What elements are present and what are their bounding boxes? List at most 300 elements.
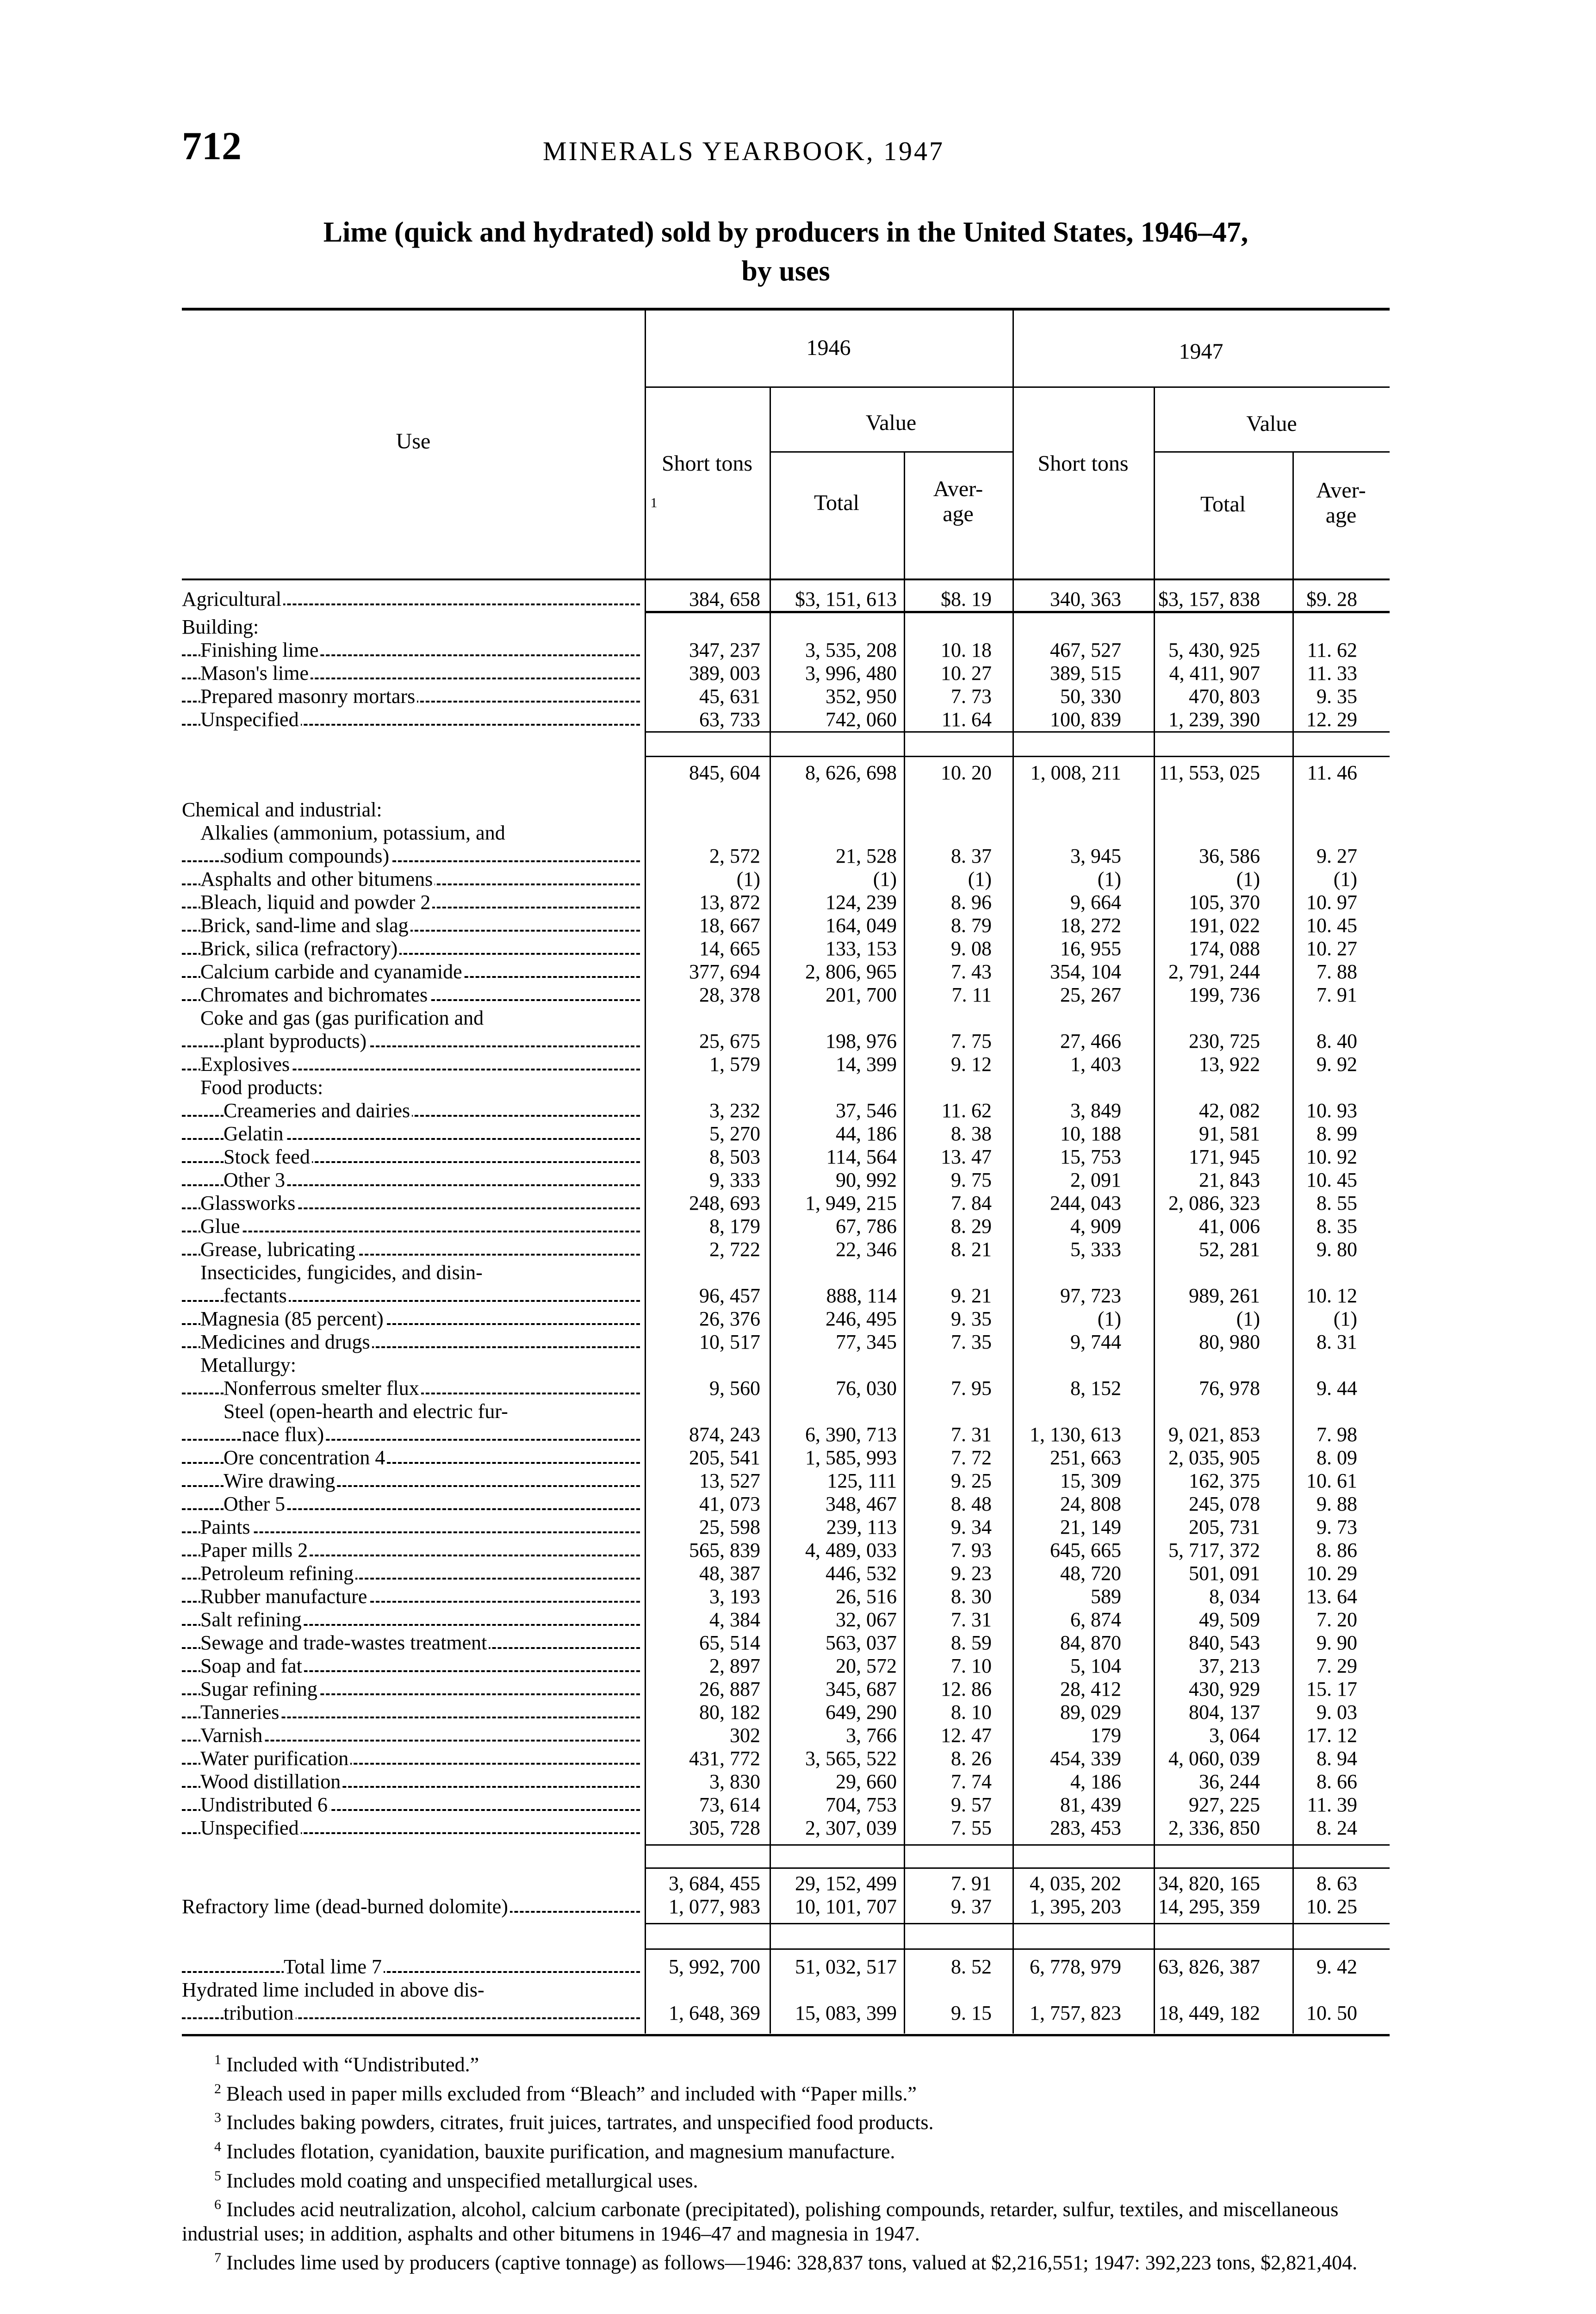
cell-short-tons-1946: 14, 665	[699, 937, 760, 960]
cell-value-average-1947: 8. 09	[1317, 1446, 1357, 1469]
col-year-1946: 1946	[806, 336, 851, 360]
cell-short-tons-1946: 8, 503	[709, 1145, 760, 1168]
cell-value-total-1946: (1)	[873, 868, 897, 890]
footnote-text: Includes lime used by producers (captive tonnage) as follows—1946: 328,837 tons, valued at $2,216,551; 1947: 392,223 tons, $2,821,404.	[221, 2251, 1358, 2274]
row-label-text: Soap and fat	[200, 1655, 304, 1677]
table-row	[182, 1562, 1390, 1585]
cell-value-average-1947: 15. 17	[1306, 1678, 1357, 1700]
footnote-number: 2	[214, 2081, 221, 2096]
cell-value-average-1947: 9. 92	[1317, 1053, 1357, 1076]
cell-value-total-1947: 52, 281	[1199, 1238, 1260, 1261]
cell-value-total-1946: 51, 032, 517	[795, 1955, 897, 1978]
cell-value-average-1947: 8. 86	[1317, 1539, 1357, 1561]
cell-short-tons-1946: 2, 572	[709, 845, 760, 867]
cell-value-total-1947: 2, 035, 905	[1168, 1446, 1260, 1469]
row-label-text: Agricultural	[182, 588, 283, 610]
cell-value-total-1947: 42, 082	[1199, 1099, 1260, 1122]
cell-value-average-1947: 8. 63	[1317, 1872, 1357, 1895]
cell-short-tons-1946: 65, 514	[699, 1631, 760, 1654]
row-label	[182, 891, 640, 914]
table-row	[182, 1192, 1390, 1215]
cell-value-average-1947: 10. 45	[1306, 914, 1357, 937]
cell-value-average-1947: (1)	[1333, 1307, 1357, 1330]
header-divider	[770, 451, 1012, 453]
row-label-text: Brick, sand-lime and slag	[200, 914, 410, 937]
table-row	[182, 1145, 1390, 1169]
cell-short-tons-1947: 3, 849	[1070, 1099, 1121, 1122]
row-label-text: Brick, silica (refractory)	[200, 937, 399, 960]
cell-value-average-1946: 9. 35	[951, 1307, 992, 1330]
cell-short-tons-1947: 1, 008, 211	[1030, 761, 1121, 784]
footnote-text: Included with “Undistributed.”	[221, 2053, 479, 2076]
row-label-text: plant byproducts)	[224, 1030, 368, 1052]
row-label-text: Water purification	[200, 1747, 350, 1770]
cell-short-tons-1947: 6, 874	[1070, 1608, 1121, 1631]
cell-value-average-1946: 7. 74	[951, 1770, 992, 1793]
row-label-text: Paints	[200, 1516, 252, 1538]
cell-short-tons-1947: 9, 664	[1070, 891, 1121, 914]
cell-value-average-1947: 10. 45	[1306, 1169, 1357, 1191]
cell-value-average-1947: 8. 40	[1317, 1030, 1357, 1052]
row-label-text: Chemical and industrial:	[182, 798, 384, 821]
row-label	[182, 1469, 640, 1493]
table-row	[182, 868, 1390, 891]
dot-leader	[182, 1231, 640, 1232]
cell-value-average-1946: 7. 55	[951, 1816, 992, 1839]
cell-value-average-1946: 8. 59	[951, 1631, 992, 1654]
cell-value-average-1946: 7. 31	[951, 1423, 992, 1446]
cell-value-average-1946: 8. 10	[951, 1701, 992, 1723]
row-label-text: Sewage and trade-wastes treatment	[200, 1631, 489, 1654]
row-label-text: Varnish	[200, 1724, 264, 1747]
footnote	[182, 2048, 1390, 2077]
table-row	[182, 588, 1390, 611]
cell-value-total-1946: 348, 467	[826, 1493, 897, 1515]
col-year-1947: 1947	[1179, 339, 1223, 364]
row-label	[182, 1955, 640, 1978]
cell-short-tons-1947: 9, 744	[1070, 1331, 1121, 1353]
cell-value-total-1946: 345, 687	[826, 1678, 897, 1700]
cell-value-average-1947: 12. 29	[1306, 708, 1357, 731]
table-row	[182, 1631, 1390, 1655]
cell-short-tons-1947: 283, 453	[1050, 1816, 1121, 1839]
row-label-text: tribution	[224, 2002, 296, 2024]
cell-value-total-1946: 164, 049	[826, 914, 897, 937]
cell-short-tons-1946: 389, 003	[689, 662, 760, 684]
cell-value-average-1947: 10. 25	[1306, 1895, 1357, 1918]
row-label-text: Asphalts and other bitumens	[200, 868, 435, 890]
table-row	[182, 1331, 1390, 1354]
cell-value-average-1946: 8. 96	[951, 891, 992, 914]
row-label-text: Alkalies (ammonium, potassium, and	[200, 821, 507, 844]
cell-short-tons-1946: 18, 667	[699, 914, 760, 937]
cell-value-average-1946: 10. 20	[941, 761, 992, 784]
table-bottom-rule	[182, 2034, 1390, 2036]
cell-short-tons-1947: 4, 909	[1070, 1215, 1121, 1238]
cell-short-tons-1947: (1)	[1097, 868, 1121, 890]
col-short-tons-1947: Short tons	[1037, 451, 1129, 476]
cell-short-tons-1947: 4, 035, 202	[1030, 1872, 1121, 1895]
row-label	[182, 708, 640, 731]
cell-value-total-1946: 3, 535, 208	[805, 639, 897, 661]
cell-value-total-1947: 3, 064	[1209, 1724, 1260, 1747]
cell-short-tons-1946: 3, 193	[709, 1585, 760, 1608]
cell-value-average-1946: 7. 93	[951, 1539, 992, 1561]
row-label	[182, 1284, 640, 1307]
cell-value-average-1947: 8. 35	[1317, 1215, 1357, 1238]
cell-value-total-1946: 352, 950	[826, 685, 897, 708]
cell-value-total-1947: 430, 929	[1189, 1678, 1260, 1700]
cell-value-total-1946: 114, 564	[826, 1145, 897, 1168]
table-row	[182, 1701, 1390, 1724]
cell-value-total-1946: 1, 949, 215	[805, 1192, 897, 1214]
cell-value-total-1946: 3, 766	[846, 1724, 897, 1747]
cell-short-tons-1946: 48, 387	[699, 1562, 760, 1585]
row-label-text: Finishing lime	[200, 639, 320, 661]
cell-value-total-1946: 563, 037	[826, 1631, 897, 1654]
cell-value-total-1947: 8, 034	[1209, 1585, 1260, 1608]
cell-short-tons-1946: 4, 384	[709, 1608, 760, 1631]
cell-short-tons-1946: 3, 830	[709, 1770, 760, 1793]
cell-value-total-1946: 29, 152, 499	[795, 1872, 897, 1895]
cell-short-tons-1947: 454, 339	[1050, 1747, 1121, 1770]
row-label-text: Ore concentration 4	[224, 1446, 387, 1469]
cell-short-tons-1947: 15, 309	[1060, 1469, 1121, 1492]
col-value-1947: Value	[1246, 411, 1297, 436]
cell-short-tons-1946: 9, 333	[709, 1169, 760, 1191]
cell-short-tons-1946: 347, 237	[689, 639, 760, 661]
footnote	[182, 2246, 1390, 2275]
row-label	[182, 1446, 640, 1469]
cell-value-average-1947: $9. 28	[1306, 588, 1357, 610]
cell-value-total-1946: 6, 390, 713	[805, 1423, 897, 1446]
row-label-text: Glue	[200, 1215, 242, 1238]
cell-value-average-1947: 9. 35	[1317, 685, 1357, 708]
cell-value-average-1947: 11. 33	[1307, 662, 1357, 684]
cell-value-average-1947: 9. 80	[1317, 1238, 1357, 1261]
cell-value-average-1947: 11. 39	[1307, 1793, 1357, 1816]
cell-short-tons-1946: 28, 378	[699, 983, 760, 1006]
table-row	[182, 1053, 1390, 1076]
cell-short-tons-1946: 9, 560	[709, 1377, 760, 1400]
row-label	[182, 1423, 640, 1446]
footnote	[182, 2193, 1390, 2246]
cell-short-tons-1947: 1, 395, 203	[1030, 1895, 1121, 1918]
cell-value-total-1947: 804, 137	[1189, 1701, 1260, 1723]
table-row	[182, 1955, 1390, 1978]
row-label-text: Other 3	[224, 1169, 287, 1191]
cell-value-average-1946: 11. 62	[941, 1099, 992, 1122]
table-row	[182, 761, 1390, 784]
table-row	[182, 1169, 1390, 1192]
cell-value-average-1946: (1)	[968, 868, 992, 890]
cell-value-total-1947: 11, 553, 025	[1159, 761, 1260, 784]
cell-value-total-1947: 989, 261	[1189, 1284, 1260, 1307]
cell-value-average-1946: 12. 47	[941, 1724, 992, 1747]
cell-value-average-1947: 13. 64	[1306, 1585, 1357, 1608]
cell-value-total-1946: 32, 067	[836, 1608, 897, 1631]
cell-value-average-1947: 11. 62	[1307, 639, 1357, 661]
cell-value-total-1946: 8, 626, 698	[805, 761, 897, 784]
col-use: Use	[396, 429, 431, 454]
cell-value-total-1947: 2, 336, 850	[1168, 1816, 1260, 1839]
row-label-text: Undistributed 6	[200, 1793, 329, 1816]
table-title-line-2: by uses	[741, 255, 830, 287]
cell-short-tons-1946: 5, 270	[709, 1122, 760, 1145]
cell-value-total-1947: 41, 006	[1199, 1215, 1260, 1238]
cell-value-total-1947: (1)	[1236, 868, 1260, 890]
col-average-1946: Aver- age	[933, 477, 983, 526]
cell-value-average-1947: 10. 12	[1306, 1284, 1357, 1307]
row-label	[182, 1701, 640, 1724]
row-label	[182, 914, 640, 937]
cell-value-total-1946: 15, 083, 399	[795, 2002, 897, 2024]
row-label-text: Refractory lime (dead-burned dolomite)	[182, 1895, 510, 1918]
running-title: MINERALS YEARBOOK, 1947	[543, 136, 945, 166]
cell-value-total-1946: 124, 239	[826, 891, 897, 914]
row-label	[182, 1261, 640, 1284]
row-label	[182, 1192, 640, 1215]
cell-value-average-1946: 7. 31	[951, 1608, 992, 1631]
table-row	[182, 1493, 1390, 1516]
cell-value-total-1947: 37, 213	[1199, 1655, 1260, 1677]
table-row	[182, 845, 1390, 868]
table-row	[182, 1076, 1390, 1099]
row-label-text: Hydrated lime included in above dis-	[182, 1978, 486, 2001]
table-row	[182, 1747, 1390, 1770]
footnote-number: 6	[214, 2197, 221, 2213]
cell-value-total-1947: 76, 978	[1199, 1377, 1260, 1400]
cell-value-average-1946: 7. 75	[951, 1030, 992, 1052]
cell-short-tons-1947: 81, 439	[1060, 1793, 1121, 1816]
table-row	[182, 685, 1390, 708]
row-label	[182, 1631, 640, 1655]
table-row	[182, 1608, 1390, 1631]
cell-value-average-1946: 7. 43	[951, 960, 992, 983]
col-short-tons-note: 1	[650, 495, 658, 510]
table-row	[182, 2002, 1390, 2025]
row-label-text: Tanneries	[200, 1701, 281, 1723]
cell-value-average-1947: 9. 03	[1317, 1701, 1357, 1723]
row-label-text: Wire drawing	[224, 1469, 337, 1492]
cell-value-total-1946: 3, 565, 522	[805, 1747, 897, 1770]
footnote-number: 7	[214, 2250, 221, 2265]
row-label	[182, 1307, 640, 1331]
cell-value-average-1946: 8. 38	[951, 1122, 992, 1145]
table-row	[182, 1400, 1390, 1423]
row-label-text: Paper mills 2	[200, 1539, 310, 1561]
footnote	[182, 2077, 1390, 2106]
cell-short-tons-1947: 25, 267	[1060, 983, 1121, 1006]
cell-short-tons-1946: 8, 179	[709, 1215, 760, 1238]
row-label	[182, 1145, 640, 1169]
cell-short-tons-1947: 50, 330	[1060, 685, 1121, 708]
row-label	[182, 845, 640, 868]
cell-short-tons-1946: 25, 675	[699, 1030, 760, 1052]
cell-value-total-1947: 5, 430, 925	[1168, 639, 1260, 661]
row-label	[182, 639, 640, 662]
cell-value-total-1946: 4, 489, 033	[805, 1539, 897, 1561]
cell-value-average-1947: 9. 90	[1317, 1631, 1357, 1654]
table-row	[182, 891, 1390, 914]
cell-short-tons-1947: 1, 130, 613	[1030, 1423, 1121, 1446]
row-label-text: Coke and gas (gas purification and	[200, 1007, 485, 1029]
footnote	[182, 2164, 1390, 2193]
row-label-text: Explosives	[200, 1053, 292, 1076]
row-label	[182, 1678, 640, 1701]
cell-short-tons-1946: 205, 541	[689, 1446, 760, 1469]
cell-value-average-1946: 10. 27	[941, 662, 992, 684]
row-label-text: nace flux)	[242, 1423, 326, 1446]
cell-short-tons-1946: 3, 684, 455	[669, 1872, 760, 1895]
cell-value-total-1946: 246, 495	[826, 1307, 897, 1330]
cell-value-total-1946: 26, 516	[836, 1585, 897, 1608]
cell-short-tons-1946: 26, 887	[699, 1678, 760, 1700]
footnote-number: 1	[214, 2052, 221, 2067]
table-row	[182, 1585, 1390, 1608]
row-label	[182, 798, 640, 821]
row-label	[182, 821, 640, 845]
cell-value-average-1946: 10. 18	[941, 639, 992, 661]
footnote-text: Bleach used in paper mills excluded from “Bleach” and included with “Paper mills.”	[221, 2082, 917, 2105]
row-label-text: Calcium carbide and cyanamide	[200, 960, 464, 983]
cell-value-total-1946: 133, 153	[826, 937, 897, 960]
table-row	[182, 960, 1390, 983]
cell-short-tons-1947: 5, 104	[1070, 1655, 1121, 1677]
cell-value-total-1947: 14, 295, 359	[1158, 1895, 1260, 1918]
sum-rule	[645, 1844, 1390, 1846]
cell-short-tons-1947: 4, 186	[1070, 1770, 1121, 1793]
table-row	[182, 1423, 1390, 1446]
cell-value-average-1947: 8. 99	[1317, 1122, 1357, 1145]
row-label	[182, 937, 640, 960]
cell-value-average-1946: 7. 72	[951, 1446, 992, 1469]
cell-value-average-1946: 9. 21	[951, 1284, 992, 1307]
cell-value-average-1946: 9. 37	[951, 1895, 992, 1918]
row-label	[182, 1608, 640, 1631]
table-row	[182, 1516, 1390, 1539]
cell-value-total-1947: 171, 945	[1189, 1145, 1260, 1168]
footnotes	[182, 2048, 1390, 2275]
cell-value-total-1946: 1, 585, 993	[805, 1446, 897, 1469]
table-top-rule	[182, 308, 1390, 311]
cell-short-tons-1947: 100, 839	[1050, 708, 1121, 731]
footnote	[182, 2106, 1390, 2135]
row-label	[182, 1053, 640, 1076]
cell-short-tons-1947: 1, 403	[1070, 1053, 1121, 1076]
row-label	[182, 1215, 640, 1238]
cell-short-tons-1946: 2, 722	[709, 1238, 760, 1261]
row-label	[182, 1400, 640, 1423]
cell-short-tons-1946: 63, 733	[699, 708, 760, 731]
row-label-text: fectants	[224, 1284, 289, 1307]
row-label	[182, 1007, 640, 1030]
cell-value-total-1947: 230, 725	[1189, 1030, 1260, 1052]
cell-value-average-1947: 7. 91	[1317, 983, 1357, 1006]
cell-value-total-1947: 174, 088	[1189, 937, 1260, 960]
cell-value-total-1946: 2, 307, 039	[805, 1816, 897, 1839]
cell-short-tons-1947: 8, 152	[1070, 1377, 1121, 1400]
table-row	[182, 708, 1390, 731]
cell-value-total-1946: 125, 111	[827, 1469, 897, 1492]
row-label-text: Creameries and dairies	[224, 1099, 412, 1122]
table-row	[182, 1978, 1390, 2002]
cell-short-tons-1947: 354, 104	[1050, 960, 1121, 983]
table-row	[182, 1122, 1390, 1145]
cell-value-total-1947: 34, 820, 165	[1158, 1872, 1260, 1895]
table-row	[182, 1770, 1390, 1793]
sum-rule	[645, 731, 1390, 733]
cell-value-total-1947: 840, 543	[1189, 1631, 1260, 1654]
cell-short-tons-1947: 1, 757, 823	[1030, 2002, 1121, 2024]
table-row	[182, 1354, 1390, 1377]
row-label	[182, 1793, 640, 1816]
cell-value-average-1946: 8. 79	[951, 914, 992, 937]
cell-value-average-1946: 8. 37	[951, 845, 992, 867]
cell-value-total-1946: 3, 996, 480	[805, 662, 897, 684]
row-label	[182, 1724, 640, 1747]
cell-value-total-1946: 20, 572	[836, 1655, 897, 1677]
table-row	[182, 983, 1390, 1007]
row-label	[182, 662, 640, 685]
cell-short-tons-1947: 89, 029	[1060, 1701, 1121, 1723]
cell-value-average-1946: 8. 21	[951, 1238, 992, 1261]
cell-value-total-1947: 4, 411, 907	[1169, 662, 1260, 684]
footnote-text: Includes baking powders, citrates, fruit juices, tartrates, and unspecified food products.	[221, 2111, 934, 2134]
table-row	[182, 1284, 1390, 1307]
cell-short-tons-1947: 340, 363	[1050, 588, 1121, 610]
row-label	[182, 1895, 640, 1918]
cell-short-tons-1947: 27, 466	[1060, 1030, 1121, 1052]
row-label	[182, 1562, 640, 1585]
cell-value-total-1947: 2, 086, 323	[1168, 1192, 1260, 1214]
row-label	[182, 1747, 640, 1770]
cell-short-tons-1946: 845, 604	[689, 761, 760, 784]
page-header	[182, 123, 1385, 169]
row-label	[182, 1030, 640, 1053]
row-label	[182, 1076, 640, 1099]
cell-value-total-1947: 80, 980	[1199, 1331, 1260, 1353]
cell-short-tons-1947: 16, 955	[1060, 937, 1121, 960]
cell-value-total-1947: 2, 791, 244	[1168, 960, 1260, 983]
row-label-text: Petroleum refining	[200, 1562, 355, 1585]
row-label	[182, 1539, 640, 1562]
cell-value-average-1946: 11. 64	[941, 708, 992, 731]
row-label-text: Medicines and drugs	[200, 1331, 372, 1353]
cell-value-average-1946: 9. 25	[951, 1469, 992, 1492]
cell-value-average-1947: (1)	[1333, 868, 1357, 890]
cell-value-total-1946: 446, 532	[826, 1562, 897, 1585]
table-row	[182, 1678, 1390, 1701]
cell-value-total-1946: 239, 113	[826, 1516, 897, 1538]
table-row	[182, 1099, 1390, 1122]
cell-value-total-1947: 927, 225	[1189, 1793, 1260, 1816]
table-row	[182, 1261, 1390, 1284]
col-value-1946: Value	[865, 411, 917, 435]
col-total-1946: Total	[814, 491, 859, 515]
cell-short-tons-1946: 377, 694	[689, 960, 760, 983]
cell-value-total-1947: 49, 509	[1199, 1608, 1260, 1631]
cell-value-average-1946: 7. 35	[951, 1331, 992, 1353]
col-average-1947: Aver- age	[1316, 478, 1366, 528]
table-row	[182, 662, 1390, 685]
cell-value-average-1947: 11. 46	[1307, 761, 1357, 784]
cell-value-total-1946: 704, 753	[826, 1793, 897, 1816]
cell-value-average-1946: 7. 84	[951, 1192, 992, 1214]
cell-value-average-1946: 8. 26	[951, 1747, 992, 1770]
cell-value-total-1946: 198, 976	[826, 1030, 897, 1052]
cell-short-tons-1946: 45, 631	[699, 685, 760, 708]
